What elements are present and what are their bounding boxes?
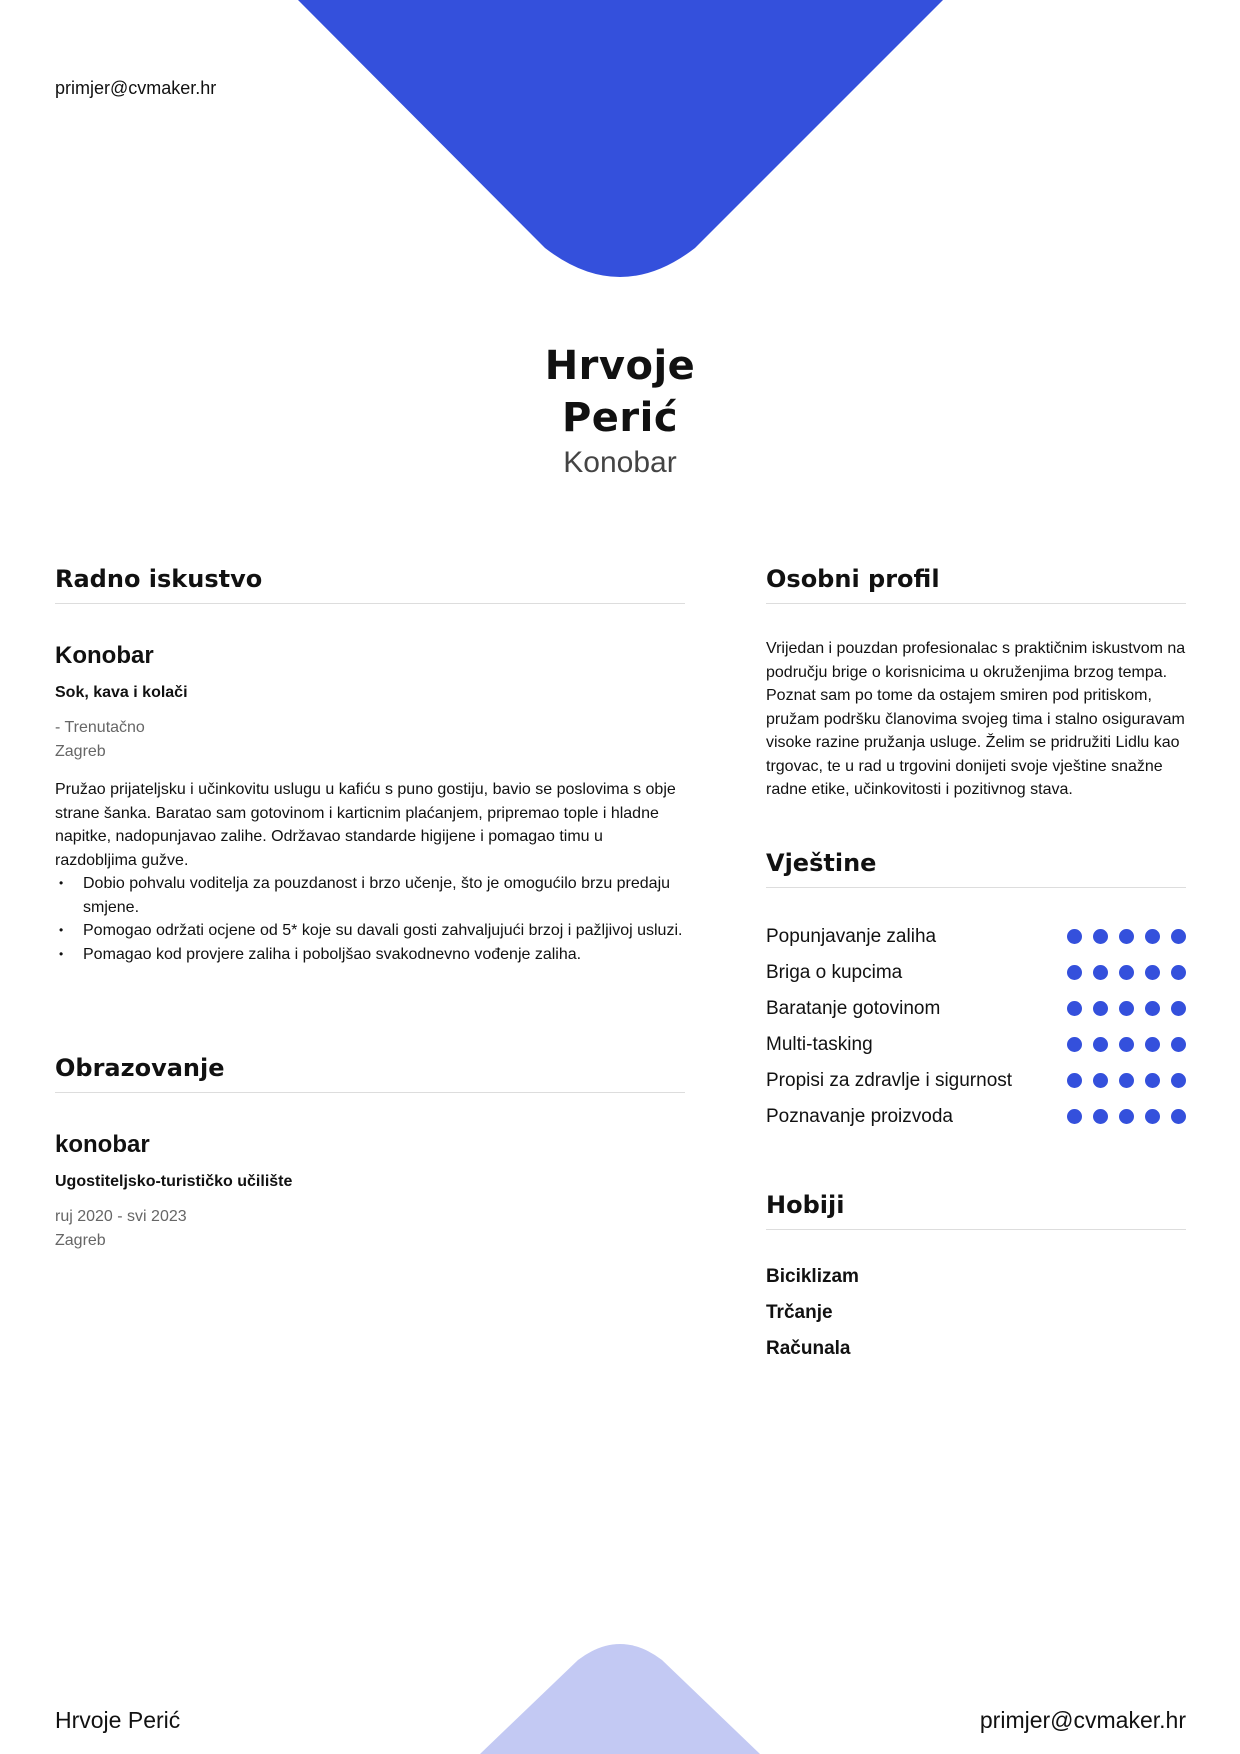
hobby-item: Trčanje — [766, 1301, 833, 1323]
section-divider — [55, 603, 685, 604]
skills-heading: Vještine — [766, 848, 877, 877]
rating-dot — [1171, 1073, 1186, 1088]
profile-heading: Osobni profil — [766, 565, 940, 593]
education-entry — [55, 1131, 685, 1253]
rating-dot — [1171, 1109, 1186, 1124]
skill-rating — [1067, 929, 1186, 944]
skill-rating — [1067, 1037, 1186, 1052]
rating-dot — [1067, 929, 1082, 944]
rating-dot — [1119, 1037, 1134, 1052]
skill-label: Propisi za zdravlje i sigurnost — [766, 1069, 1013, 1091]
job-achievements — [55, 872, 685, 966]
rating-dot — [1171, 1001, 1186, 1016]
right-column — [766, 565, 1186, 1367]
skill-rating — [1067, 1001, 1186, 1016]
job-location: Zagreb — [55, 743, 106, 760]
rating-dot — [1067, 1037, 1082, 1052]
skill-row — [766, 991, 1186, 1027]
job-entry-title: Konobar — [55, 642, 154, 669]
rating-dot — [1093, 1037, 1108, 1052]
rating-dot — [1145, 1109, 1160, 1124]
rating-dot — [1067, 1001, 1082, 1016]
footer-email: primjer@cvmaker.hr — [979, 1707, 1186, 1733]
section-divider — [55, 1092, 685, 1093]
job-entry — [55, 642, 685, 966]
rating-dot — [1093, 1073, 1108, 1088]
skill-label: Popunjavanje zaliha — [766, 925, 937, 947]
skill-label: Poznavanje proizvoda — [766, 1105, 953, 1127]
rating-dot — [1093, 1109, 1108, 1124]
name-block — [0, 340, 1240, 480]
skill-rating — [1067, 1073, 1186, 1088]
education-title: konobar — [55, 1131, 150, 1158]
hobbies-list — [766, 1259, 1186, 1367]
rating-dot — [1171, 929, 1186, 944]
rating-dot — [1093, 965, 1108, 980]
skill-row — [766, 1099, 1186, 1135]
header-decorative-shape — [0, 0, 1240, 290]
job-description: Pružao prijateljsku i učinkovitu uslugu u kafiću s puno gostiju, bavio se poslovima s obje strane šanka. Baratao sam gotovinom i karticnim plaćanjem, pripremao tople i hladne napitke, nadopunjavao zalihe. Održavao standarde higijene i pomagao timu u razdobljima gužve. — [55, 781, 676, 869]
skill-label: Briga o kupcima — [766, 961, 903, 983]
footer-decorative-shape — [0, 1640, 1240, 1754]
section-divider — [766, 603, 1186, 604]
rating-dot — [1145, 929, 1160, 944]
last-name: Perić — [561, 395, 679, 441]
skill-row — [766, 1063, 1186, 1099]
skill-row — [766, 919, 1186, 955]
rating-dot — [1119, 929, 1134, 944]
rating-dot — [1093, 1001, 1108, 1016]
header-email: primjer@cvmaker.hr — [55, 78, 217, 98]
skill-rating — [1067, 1109, 1186, 1124]
left-column — [55, 565, 685, 1253]
rating-dot — [1171, 965, 1186, 980]
skill-row — [766, 1027, 1186, 1063]
education-location: Zagreb — [55, 1232, 106, 1249]
job-date: - Trenutačno — [55, 719, 145, 736]
skill-row — [766, 955, 1186, 991]
job-title: Konobar — [563, 446, 677, 479]
achievement-item: • Dobio pohvalu voditelja za pouzdanost i brzo učenje, što je omogućilo brzu predaju smjene. — [55, 872, 685, 919]
rating-dot — [1119, 1109, 1134, 1124]
hobby-item: Računala — [766, 1337, 851, 1359]
rating-dot — [1145, 1037, 1160, 1052]
rating-dot — [1119, 1001, 1134, 1016]
experience-heading: Radno iskustvo — [55, 565, 263, 593]
rating-dot — [1119, 965, 1134, 980]
achievement-item: • Pomagao kod provjere zaliha i poboljšao svakodnevno vođenje zaliha. — [55, 943, 685, 967]
hobbies-heading: Hobiji — [766, 1190, 845, 1219]
rating-dot — [1145, 1001, 1160, 1016]
skill-label: Baratanje gotovinom — [766, 997, 941, 1019]
skill-rating — [1067, 965, 1186, 980]
education-date: ruj 2020 - svi 2023 — [55, 1208, 187, 1225]
skills-list — [766, 919, 1186, 1135]
hobby-item: Biciklizam — [766, 1265, 859, 1287]
rating-dot — [1145, 1073, 1160, 1088]
rating-dot — [1145, 965, 1160, 980]
rating-dot — [1171, 1037, 1186, 1052]
education-heading: Obrazovanje — [55, 1054, 225, 1082]
job-employer: Sok, kava i kolači — [55, 684, 188, 701]
first-name: Hrvoje — [544, 343, 696, 389]
rating-dot — [1067, 1073, 1082, 1088]
rating-dot — [1119, 1073, 1134, 1088]
profile-text: Vrijedan i pouzdan profesionalac s praktičnim iskustvom na području brige o korisnicima u okruženjima brzog tempa. Poznat sam po tome da ostajem smiren pod pritiskom, pružam podršku članovima svojeg tima i stalno osiguravam visoke razine pružanja usluge. Želim se pridružiti Lidlu kao trgovac, te u rad u trgovini donijeti svoje vještine snažne radne etike, učinkovitosti i pozitivnog stava. — [766, 640, 1186, 798]
achievement-item: • Pomogao održati ocjene od 5* koje su davali gosti zahvaljujući brzoj i pažljivoj usluzi. — [55, 919, 685, 943]
skill-label: Multi-tasking — [766, 1033, 873, 1055]
rating-dot — [1067, 965, 1082, 980]
rating-dot — [1093, 929, 1108, 944]
footer-name: Hrvoje Perić — [55, 1707, 181, 1733]
rating-dot — [1067, 1109, 1082, 1124]
education-school: Ugostiteljsko-turističko učilište — [55, 1173, 293, 1190]
